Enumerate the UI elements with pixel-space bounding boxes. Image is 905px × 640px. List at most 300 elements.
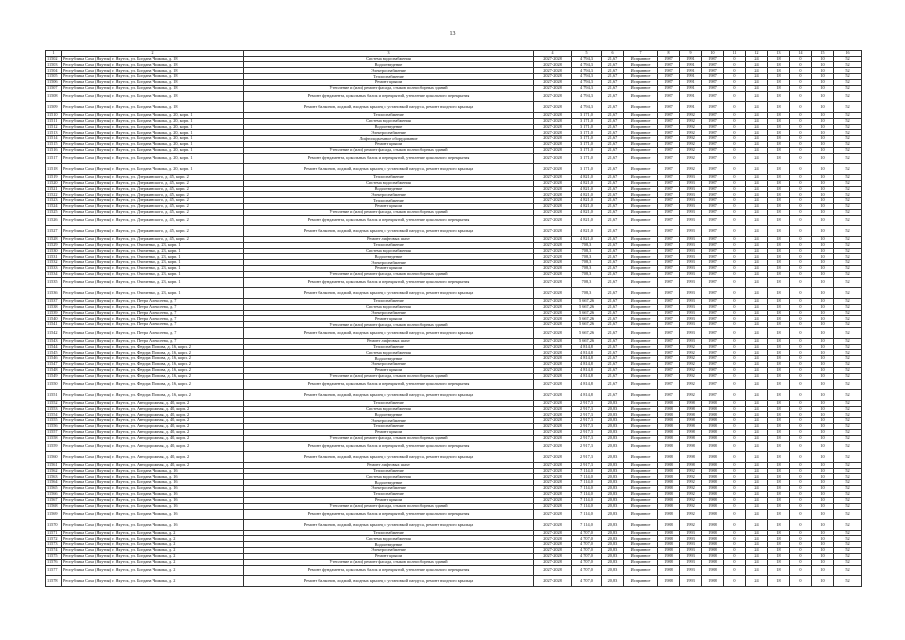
row-id-cell: 11566: [46, 492, 62, 498]
col-14-cell: 0: [790, 68, 812, 74]
col-11-cell: 0: [724, 554, 746, 560]
col-14-cell: 0: [790, 554, 812, 560]
col-12-cell: 24: [746, 379, 768, 389]
address-cell: Республика Саха (Якутия) г. Якутск, ул. Богдана Чижика, д. 18: [62, 91, 244, 101]
col-13-cell: 18: [768, 236, 790, 242]
col-16-cell: 52: [834, 164, 862, 174]
col-14-cell: 0: [790, 418, 812, 424]
area-cell: 2 917,3: [572, 430, 602, 436]
condition-cell: Исправное: [624, 304, 658, 310]
area-cell: 4 821,0: [572, 204, 602, 210]
condition-cell: Исправное: [624, 474, 658, 480]
wear-percent-cell: 20,83: [602, 468, 624, 474]
col-15-cell: 10: [812, 509, 834, 519]
col-16-cell: 52: [834, 74, 862, 80]
wear-percent-cell: 21,67: [602, 328, 624, 338]
table-row: [46, 164, 862, 174]
col-13-cell: 18: [768, 56, 790, 62]
work-type-cell: Ремонт фундамента, цокольных балок и перекрытий, утепление цокольного перекрытия: [244, 91, 534, 101]
col-13-cell: 18: [768, 164, 790, 174]
year-commissioned-cell: 1992: [680, 142, 702, 148]
col-14-cell: 0: [790, 406, 812, 412]
work-type-cell: Водоотведение: [244, 480, 534, 486]
area-cell: 4 814,8: [572, 350, 602, 356]
area-cell: 708,3: [572, 242, 602, 248]
col-11-cell: 0: [724, 576, 746, 586]
row-id-cell: 11555: [46, 418, 62, 424]
year-commissioned-cell: 1991: [680, 80, 702, 86]
col-16-cell: 52: [834, 210, 862, 216]
col-16-cell: 52: [834, 118, 862, 124]
col-11-cell: 0: [724, 441, 746, 451]
col-14-cell: 0: [790, 277, 812, 287]
col-12-cell: 24: [746, 198, 768, 204]
col-11-cell: 0: [724, 565, 746, 575]
area-cell: 7 114,0: [572, 520, 602, 530]
work-type-cell: Электроснабжение: [244, 130, 534, 136]
column-header: 11: [724, 51, 746, 57]
col-14-cell: 0: [790, 304, 812, 310]
condition-cell: Исправное: [624, 86, 658, 92]
year-commissioned-cell: 1991: [680, 62, 702, 68]
year-commissioned-cell: 1992: [680, 468, 702, 474]
year-built-cell: 1987: [658, 310, 680, 316]
col-11-cell: 0: [724, 272, 746, 278]
table-row: [46, 390, 862, 400]
col-14-cell: 0: [790, 164, 812, 174]
col-12-cell: 24: [746, 560, 768, 566]
col-11-cell: 0: [724, 198, 746, 204]
column-header: 1: [46, 51, 62, 57]
period-cell: 2027-2028: [534, 468, 572, 474]
col-15-cell: 10: [812, 462, 834, 468]
col-13-cell: 18: [768, 435, 790, 441]
address-cell: Республика Саха (Якутия) г. Якутск, ул. Богдана Чижика, д. 2: [62, 530, 244, 536]
condition-cell: Исправное: [624, 236, 658, 242]
col-15-cell: 10: [812, 266, 834, 272]
address-cell: Республика Саха (Якутия) г. Якутск, ул. Богдана Чижика, д. 16: [62, 497, 244, 503]
col-11-cell: 0: [724, 142, 746, 148]
col-12-cell: 24: [746, 412, 768, 418]
row-id-cell: 11565: [46, 486, 62, 492]
wear-percent-cell: 20,83: [602, 400, 624, 406]
period-cell: 2027-2028: [534, 328, 572, 338]
condition-cell: Исправное: [624, 542, 658, 548]
period-cell: 2027-2028: [534, 344, 572, 350]
col-13-cell: 18: [768, 492, 790, 498]
year-built-cell: 1987: [658, 350, 680, 356]
condition-cell: Исправное: [624, 322, 658, 328]
row-id-cell: 11515: [46, 142, 62, 148]
condition-cell: Исправное: [624, 215, 658, 225]
col-12-cell: 24: [746, 530, 768, 536]
work-type-cell: Электроснабжение: [244, 362, 534, 368]
last-repair-year-cell: 1987: [702, 322, 724, 328]
col-14-cell: 0: [790, 192, 812, 198]
col-16-cell: 52: [834, 288, 862, 298]
col-16-cell: 52: [834, 430, 862, 436]
col-15-cell: 10: [812, 180, 834, 186]
col-15-cell: 10: [812, 503, 834, 509]
col-11-cell: 0: [724, 435, 746, 441]
col-13-cell: 18: [768, 480, 790, 486]
col-11-cell: 0: [724, 424, 746, 430]
period-cell: 2027-2028: [534, 142, 572, 148]
col-12-cell: 24: [746, 164, 768, 174]
row-id-cell: 11573: [46, 542, 62, 548]
col-15-cell: 10: [812, 288, 834, 298]
period-cell: 2027-2028: [534, 298, 572, 304]
condition-cell: Исправное: [624, 148, 658, 154]
year-commissioned-cell: 1993: [680, 174, 702, 180]
year-commissioned-cell: 1992: [680, 362, 702, 368]
year-built-cell: 1987: [658, 56, 680, 62]
col-13-cell: 18: [768, 148, 790, 154]
year-built-cell: 1987: [658, 86, 680, 92]
period-cell: 2027-2028: [534, 210, 572, 216]
col-15-cell: 10: [812, 174, 834, 180]
last-repair-year-cell: 1987: [702, 80, 724, 86]
col-14-cell: 0: [790, 210, 812, 216]
col-11-cell: 0: [724, 418, 746, 424]
condition-cell: Исправное: [624, 316, 658, 322]
year-commissioned-cell: 1991: [680, 91, 702, 101]
wear-percent-cell: 21,67: [602, 215, 624, 225]
year-built-cell: 1987: [658, 226, 680, 236]
work-type-cell: Ремонт фундамента, цокольных балок и перекрытий, утепление цокольного перекрытия: [244, 565, 534, 575]
year-built-cell: 1988: [658, 400, 680, 406]
col-13-cell: 18: [768, 310, 790, 316]
last-repair-year-cell: 1987: [702, 102, 724, 112]
period-cell: 2027-2028: [534, 373, 572, 379]
col-12-cell: 24: [746, 338, 768, 344]
year-commissioned-cell: 1993: [680, 277, 702, 287]
col-12-cell: 24: [746, 204, 768, 210]
col-11-cell: 0: [724, 310, 746, 316]
year-built-cell: 1988: [658, 530, 680, 536]
area-cell: 4 707,0: [572, 542, 602, 548]
condition-cell: Исправное: [624, 180, 658, 186]
col-14-cell: 0: [790, 86, 812, 92]
area-cell: 7 114,0: [572, 474, 602, 480]
work-type-cell: Ремонт лифтовых шахт: [244, 236, 534, 242]
col-11-cell: 0: [724, 373, 746, 379]
year-built-cell: 1988: [658, 435, 680, 441]
col-16-cell: 52: [834, 406, 862, 412]
year-commissioned-cell: 1992: [680, 520, 702, 530]
col-14-cell: 0: [790, 468, 812, 474]
condition-cell: Исправное: [624, 368, 658, 374]
col-13-cell: 18: [768, 74, 790, 80]
col-15-cell: 10: [812, 254, 834, 260]
row-id-cell: 11530: [46, 248, 62, 254]
col-13-cell: 18: [768, 430, 790, 436]
period-cell: 2027-2028: [534, 130, 572, 136]
col-11-cell: 0: [724, 86, 746, 92]
col-15-cell: 10: [812, 62, 834, 68]
area-cell: 3 171,0: [572, 142, 602, 148]
work-type-cell: Водоотведение: [244, 254, 534, 260]
year-commissioned-cell: 1992: [680, 148, 702, 154]
col-16-cell: 52: [834, 186, 862, 192]
col-11-cell: 0: [724, 509, 746, 519]
year-built-cell: 1988: [658, 424, 680, 430]
col-14-cell: 0: [790, 435, 812, 441]
work-type-cell: Водоотведение: [244, 186, 534, 192]
period-cell: 2027-2028: [534, 530, 572, 536]
col-15-cell: 10: [812, 272, 834, 278]
year-commissioned-cell: 1993: [680, 248, 702, 254]
col-16-cell: 52: [834, 124, 862, 130]
work-type-cell: Водоотведение: [244, 124, 534, 130]
year-commissioned-cell: 1991: [680, 68, 702, 74]
col-15-cell: 10: [812, 356, 834, 362]
address-cell: Республика Саха (Якутия) г. Якутск, ул. Богдана Чижика, д. 20, корп. 1: [62, 164, 244, 174]
col-13-cell: 18: [768, 390, 790, 400]
area-cell: 7 114,0: [572, 480, 602, 486]
area-cell: 3 171,0: [572, 118, 602, 124]
work-type-cell: Ремонт балконов, лоджий, входных крылец с установкой пандуса, ремонт входного крыльца: [244, 452, 534, 462]
work-type-cell: Теплоснабжение: [244, 400, 534, 406]
col-11-cell: 0: [724, 226, 746, 236]
col-16-cell: 52: [834, 474, 862, 480]
area-cell: 4 821,0: [572, 192, 602, 198]
col-11-cell: 0: [724, 266, 746, 272]
period-cell: 2027-2028: [534, 136, 572, 142]
last-repair-year-cell: 1988: [702, 412, 724, 418]
condition-cell: Исправное: [624, 153, 658, 163]
year-built-cell: 1988: [658, 497, 680, 503]
col-14-cell: 0: [790, 362, 812, 368]
year-commissioned-cell: 1992: [680, 136, 702, 142]
col-11-cell: 0: [724, 452, 746, 462]
col-11-cell: 0: [724, 379, 746, 389]
col-15-cell: 10: [812, 102, 834, 112]
wear-percent-cell: 21,67: [602, 148, 624, 154]
condition-cell: Исправное: [624, 164, 658, 174]
address-cell: Республика Саха (Якутия) г. Якутск, ул. Автодорожная, д. 40, корп. 2: [62, 452, 244, 462]
work-type-cell: Теплоснабжение: [244, 242, 534, 248]
col-12-cell: 24: [746, 492, 768, 498]
col-15-cell: 10: [812, 136, 834, 142]
col-14-cell: 0: [790, 492, 812, 498]
col-15-cell: 10: [812, 298, 834, 304]
work-type-cell: Утепление и (или) ремонт фасада, стыков полносборных зданий: [244, 560, 534, 566]
condition-cell: Исправное: [624, 565, 658, 575]
address-cell: Республика Саха (Якутия) г. Якутск, ул. Очиченко, д. 23, корп. 1: [62, 288, 244, 298]
col-12-cell: 24: [746, 62, 768, 68]
year-built-cell: 1987: [658, 298, 680, 304]
last-repair-year-cell: 1987: [702, 62, 724, 68]
year-built-cell: 1987: [658, 272, 680, 278]
col-11-cell: 0: [724, 390, 746, 400]
period-cell: 2027-2028: [534, 503, 572, 509]
row-id-cell: 11529: [46, 242, 62, 248]
address-cell: Республика Саха (Якутия) г. Якутск, ул. Богдана Чижика, д. 20, корп. 1: [62, 148, 244, 154]
condition-cell: Исправное: [624, 210, 658, 216]
condition-cell: Исправное: [624, 68, 658, 74]
wear-percent-cell: 21,67: [602, 236, 624, 242]
table-row: [46, 91, 862, 101]
col-11-cell: 0: [724, 180, 746, 186]
last-repair-year-cell: 1987: [702, 68, 724, 74]
row-id-cell: 11505: [46, 74, 62, 80]
col-12-cell: 24: [746, 124, 768, 130]
year-commissioned-cell: 1993: [680, 565, 702, 575]
condition-cell: Исправное: [624, 62, 658, 68]
area-cell: 2 917,3: [572, 400, 602, 406]
last-repair-year-cell: 1987: [702, 153, 724, 163]
wear-percent-cell: 21,67: [602, 322, 624, 328]
address-cell: Республика Саха (Якутия) г. Якутск, ул. Богдана Чижика, д. 2: [62, 536, 244, 542]
table-row: [46, 153, 862, 163]
col-11-cell: 0: [724, 560, 746, 566]
wear-percent-cell: 21,67: [602, 118, 624, 124]
last-repair-year-cell: 1988: [702, 400, 724, 406]
wear-percent-cell: 21,67: [602, 198, 624, 204]
wear-percent-cell: 21,67: [602, 56, 624, 62]
year-commissioned-cell: 1998: [680, 400, 702, 406]
year-built-cell: 1988: [658, 536, 680, 542]
year-built-cell: 1987: [658, 344, 680, 350]
col-14-cell: 0: [790, 509, 812, 519]
col-14-cell: 0: [790, 390, 812, 400]
work-type-cell: Утепление и (или) ремонт фасада, стыков полносборных зданий: [244, 373, 534, 379]
area-cell: 7 114,0: [572, 503, 602, 509]
wear-percent-cell: 20,83: [602, 430, 624, 436]
year-commissioned-cell: 1993: [680, 198, 702, 204]
area-cell: 3 171,0: [572, 148, 602, 154]
year-built-cell: 1987: [658, 68, 680, 74]
last-repair-year-cell: 1988: [702, 536, 724, 542]
col-14-cell: 0: [790, 441, 812, 451]
year-built-cell: 1988: [658, 441, 680, 451]
col-15-cell: 10: [812, 153, 834, 163]
col-11-cell: 0: [724, 338, 746, 344]
address-cell: Республика Саха (Якутия) г. Якутск, ул. Автодорожная, д. 40, корп. 2: [62, 412, 244, 418]
address-cell: Республика Саха (Якутия) г. Якутск, ул. Дзержинского, д. 45, корп. 2: [62, 174, 244, 180]
col-15-cell: 10: [812, 91, 834, 101]
col-13-cell: 18: [768, 186, 790, 192]
col-15-cell: 10: [812, 548, 834, 554]
col-11-cell: 0: [724, 148, 746, 154]
period-cell: 2027-2028: [534, 192, 572, 198]
year-commissioned-cell: 1992: [680, 509, 702, 519]
col-14-cell: 0: [790, 112, 812, 118]
col-13-cell: 18: [768, 474, 790, 480]
period-cell: 2027-2028: [534, 560, 572, 566]
row-id-cell: 11554: [46, 412, 62, 418]
col-13-cell: 18: [768, 136, 790, 142]
year-commissioned-cell: 1993: [680, 215, 702, 225]
year-commissioned-cell: 1998: [680, 441, 702, 451]
col-12-cell: 24: [746, 430, 768, 436]
row-id-cell: 11506: [46, 80, 62, 86]
last-repair-year-cell: 1987: [702, 215, 724, 225]
year-commissioned-cell: 1992: [680, 118, 702, 124]
col-14-cell: 0: [790, 236, 812, 242]
year-commissioned-cell: 1993: [680, 328, 702, 338]
area-cell: 4 707,0: [572, 576, 602, 586]
col-16-cell: 52: [834, 56, 862, 62]
period-cell: 2027-2028: [534, 338, 572, 344]
area-cell: 5 667,26: [572, 338, 602, 344]
last-repair-year-cell: 1987: [702, 248, 724, 254]
col-15-cell: 10: [812, 277, 834, 287]
condition-cell: Исправное: [624, 118, 658, 124]
year-built-cell: 1987: [658, 112, 680, 118]
year-built-cell: 1988: [658, 542, 680, 548]
column-header: 3: [244, 51, 534, 57]
work-type-cell: Ремонт балконов, лоджий, входных крылец с установкой пандуса, ремонт входного крыльца: [244, 520, 534, 530]
page-number: 13: [449, 31, 456, 37]
col-15-cell: 10: [812, 80, 834, 86]
col-16-cell: 52: [834, 180, 862, 186]
year-commissioned-cell: 1992: [680, 486, 702, 492]
col-16-cell: 52: [834, 492, 862, 498]
last-repair-year-cell: 1988: [702, 492, 724, 498]
year-commissioned-cell: 1991: [680, 102, 702, 112]
col-16-cell: 52: [834, 542, 862, 548]
wear-percent-cell: 21,67: [602, 373, 624, 379]
area-cell: 4 821,0: [572, 215, 602, 225]
wear-percent-cell: 21,67: [602, 368, 624, 374]
col-15-cell: 10: [812, 418, 834, 424]
last-repair-year-cell: 1988: [702, 430, 724, 436]
work-type-cell: Система водоснабжения: [244, 350, 534, 356]
col-16-cell: 52: [834, 226, 862, 236]
year-commissioned-cell: 1993: [680, 226, 702, 236]
period-cell: 2027-2028: [534, 186, 572, 192]
col-16-cell: 52: [834, 503, 862, 509]
area-cell: 708,3: [572, 272, 602, 278]
last-repair-year-cell: 1988: [702, 441, 724, 451]
col-13-cell: 18: [768, 266, 790, 272]
wear-percent-cell: 20,83: [602, 424, 624, 430]
year-built-cell: 1988: [658, 474, 680, 480]
last-repair-year-cell: 1987: [702, 236, 724, 242]
col-14-cell: 0: [790, 74, 812, 80]
period-cell: 2027-2028: [534, 480, 572, 486]
year-commissioned-cell: 1993: [680, 266, 702, 272]
address-cell: Республика Саха (Якутия) г. Якутск, ул. Автодорожная, д. 40, корп. 2: [62, 441, 244, 451]
year-commissioned-cell: 1993: [680, 316, 702, 322]
address-cell: Республика Саха (Якутия) г. Якутск, ул. Богдана Чижика, д. 16: [62, 509, 244, 519]
area-cell: 4 814,8: [572, 379, 602, 389]
col-16-cell: 52: [834, 480, 862, 486]
year-built-cell: 1987: [658, 316, 680, 322]
year-commissioned-cell: 1993: [680, 542, 702, 548]
col-13-cell: 18: [768, 248, 790, 254]
address-cell: Республика Саха (Якутия) г. Якутск, ул. Автодорожная, д. 40, корп. 2: [62, 406, 244, 412]
area-cell: 708,3: [572, 260, 602, 266]
period-cell: 2027-2028: [534, 452, 572, 462]
condition-cell: Исправное: [624, 362, 658, 368]
wear-percent-cell: 21,67: [602, 192, 624, 198]
year-built-cell: 1988: [658, 565, 680, 575]
col-16-cell: 52: [834, 497, 862, 503]
address-cell: Республика Саха (Якутия) г. Якутск, ул. Богдана Чижика, д. 18: [62, 56, 244, 62]
row-id-cell: 11547: [46, 362, 62, 368]
col-11-cell: 0: [724, 130, 746, 136]
area-cell: 4 814,8: [572, 390, 602, 400]
year-built-cell: 1988: [658, 430, 680, 436]
condition-cell: Исправное: [624, 379, 658, 389]
year-commissioned-cell: 1998: [680, 435, 702, 441]
condition-cell: Исправное: [624, 298, 658, 304]
year-commissioned-cell: 1993: [680, 192, 702, 198]
col-15-cell: 10: [812, 474, 834, 480]
